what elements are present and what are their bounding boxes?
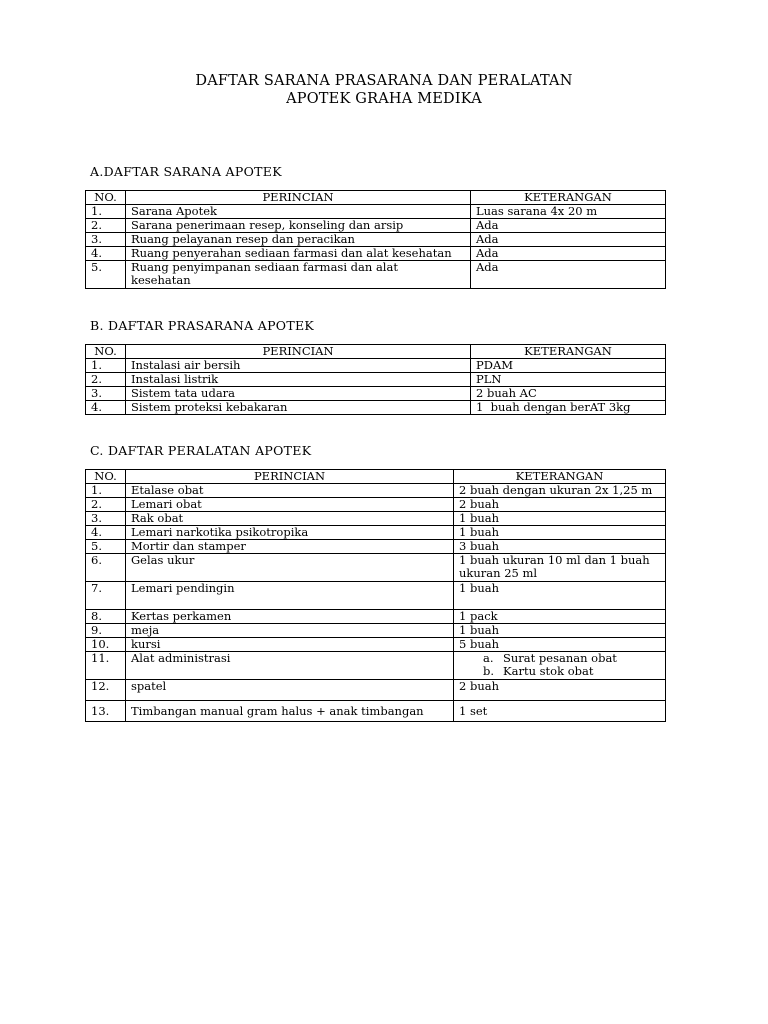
col-perincian: PERINCIAN [126, 191, 471, 205]
row-note: 2 buah AC [471, 387, 666, 401]
row-no: 2. [86, 219, 126, 233]
table-row [86, 205, 666, 219]
col-no: NO. [86, 345, 126, 359]
sarana-table [85, 190, 666, 289]
table-row [86, 387, 666, 401]
row-item: Kertas perkamen [126, 610, 454, 624]
row-note: 1 buah [454, 582, 666, 610]
row-no: 12. [86, 680, 126, 701]
row-note: 2 buah dengan ukuran 2x 1,25 m [454, 484, 666, 498]
row-note: 1 buah ukuran 10 ml dan 1 buah ukuran 25 ml [454, 554, 666, 582]
row-note: 2 buah [454, 498, 666, 512]
row-no: 5. [86, 261, 126, 289]
row-item: Sarana penerimaan resep, konseling dan arsip [126, 219, 471, 233]
row-no: 7. [86, 582, 126, 610]
table-row [86, 701, 666, 722]
doc-title-line1: DAFTAR SARANA PRASARANA DAN PERALATAN [195, 73, 573, 89]
row-item: Rak obat [126, 512, 454, 526]
table-row [86, 359, 666, 373]
row-note: Ada [471, 233, 666, 247]
row-no: 13. [86, 701, 126, 722]
row-note: 1 buah [454, 526, 666, 540]
row-no: 1. [86, 359, 126, 373]
table-row [86, 512, 666, 526]
row-no: 11. [86, 652, 126, 680]
row-item: Lemari narkotika psikotropika [126, 526, 454, 540]
col-perincian: PERINCIAN [126, 470, 454, 484]
row-note: PDAM [471, 359, 666, 373]
table-row [86, 652, 666, 680]
sub-item-b-text: Kartu stok obat [503, 664, 594, 678]
col-no: NO. [86, 191, 126, 205]
row-no: 4. [86, 247, 126, 261]
doc-title-line2: APOTEK GRAHA MEDIKA [286, 91, 482, 107]
table-header [86, 470, 666, 484]
row-note [454, 652, 666, 680]
section-c-heading: C. DAFTAR PERALATAN APOTEK [90, 443, 312, 458]
row-no: 3. [86, 233, 126, 247]
table-row [86, 484, 666, 498]
row-item: Instalasi listrik [126, 373, 471, 387]
table-row [86, 582, 666, 610]
col-perincian: PERINCIAN [126, 345, 471, 359]
row-no: 2. [86, 498, 126, 512]
row-note: 1 buah dengan berAT 3kg [471, 401, 666, 415]
row-note: 5 buah [454, 638, 666, 652]
table-row [86, 610, 666, 624]
row-item: Instalasi air bersih [126, 359, 471, 373]
row-note: 2 buah [454, 680, 666, 701]
row-item: Sistem tata udara [126, 387, 471, 401]
row-note: 1 buah [454, 512, 666, 526]
row-no: 5. [86, 540, 126, 554]
table-row [86, 261, 666, 289]
table-header [86, 345, 666, 359]
row-note: Ada [471, 219, 666, 233]
row-no: 2. [86, 373, 126, 387]
peralatan-table [85, 469, 666, 722]
table-row [86, 401, 666, 415]
row-item: Etalase obat [126, 484, 454, 498]
row-item: Mortir dan stamper [126, 540, 454, 554]
section-b-heading: B. DAFTAR PRASARANA APOTEK [90, 318, 315, 333]
col-keterangan: KETERANGAN [471, 191, 666, 205]
row-item: meja [126, 624, 454, 638]
row-note: PLN [471, 373, 666, 387]
row-no: 4. [86, 401, 126, 415]
sub-item-a-marker: a. [483, 651, 494, 665]
row-item: kursi [126, 638, 454, 652]
row-item: Ruang pelayanan resep dan peracikan [126, 233, 471, 247]
row-item: Sarana Apotek [126, 205, 471, 219]
section-a-heading: A.DAFTAR SARANA APOTEK [90, 164, 282, 179]
row-no: 10. [86, 638, 126, 652]
row-item: Gelas ukur [126, 554, 454, 582]
row-item: Alat administrasi [126, 652, 454, 680]
row-no: 1. [86, 205, 126, 219]
table-row [86, 498, 666, 512]
row-no: 9. [86, 624, 126, 638]
table-row [86, 247, 666, 261]
sub-item-a-text: Surat pesanan obat [503, 651, 617, 665]
sub-item-b [459, 665, 660, 678]
row-no: 3. [86, 512, 126, 526]
row-item: Ruang penyimpanan sediaan farmasi dan alat kesehatan [126, 261, 471, 289]
table-row [86, 680, 666, 701]
row-note: 3 buah [454, 540, 666, 554]
table-row [86, 233, 666, 247]
row-note: Ada [471, 247, 666, 261]
prasarana-table [85, 344, 666, 415]
table-row [86, 638, 666, 652]
row-item: spatel [126, 680, 454, 701]
row-item: Lemari obat [126, 498, 454, 512]
table-header [86, 191, 666, 205]
table-row [86, 373, 666, 387]
table-row [86, 624, 666, 638]
row-no: 3. [86, 387, 126, 401]
row-item: Sistem proteksi kebakaran [126, 401, 471, 415]
row-item: Ruang penyerahan sediaan farmasi dan alat kesehatan [126, 247, 471, 261]
row-no: 8. [86, 610, 126, 624]
row-item: Timbangan manual gram halus + anak timbangan [126, 701, 454, 722]
row-note: 1 pack [454, 610, 666, 624]
row-note: 1 buah [454, 624, 666, 638]
row-no: 6. [86, 554, 126, 582]
row-item: Lemari pendingin [126, 582, 454, 610]
row-note: 1 set [454, 701, 666, 722]
sub-item-b-marker: b. [483, 664, 495, 678]
row-note: Luas sarana 4x 20 m [471, 205, 666, 219]
row-note: Ada [471, 261, 666, 289]
table-row [86, 219, 666, 233]
col-keterangan: KETERANGAN [471, 345, 666, 359]
table-row [86, 554, 666, 582]
table-row [86, 526, 666, 540]
row-no: 1. [86, 484, 126, 498]
table-row [86, 540, 666, 554]
row-no: 4. [86, 526, 126, 540]
col-keterangan: KETERANGAN [454, 470, 666, 484]
col-no: NO. [86, 470, 126, 484]
